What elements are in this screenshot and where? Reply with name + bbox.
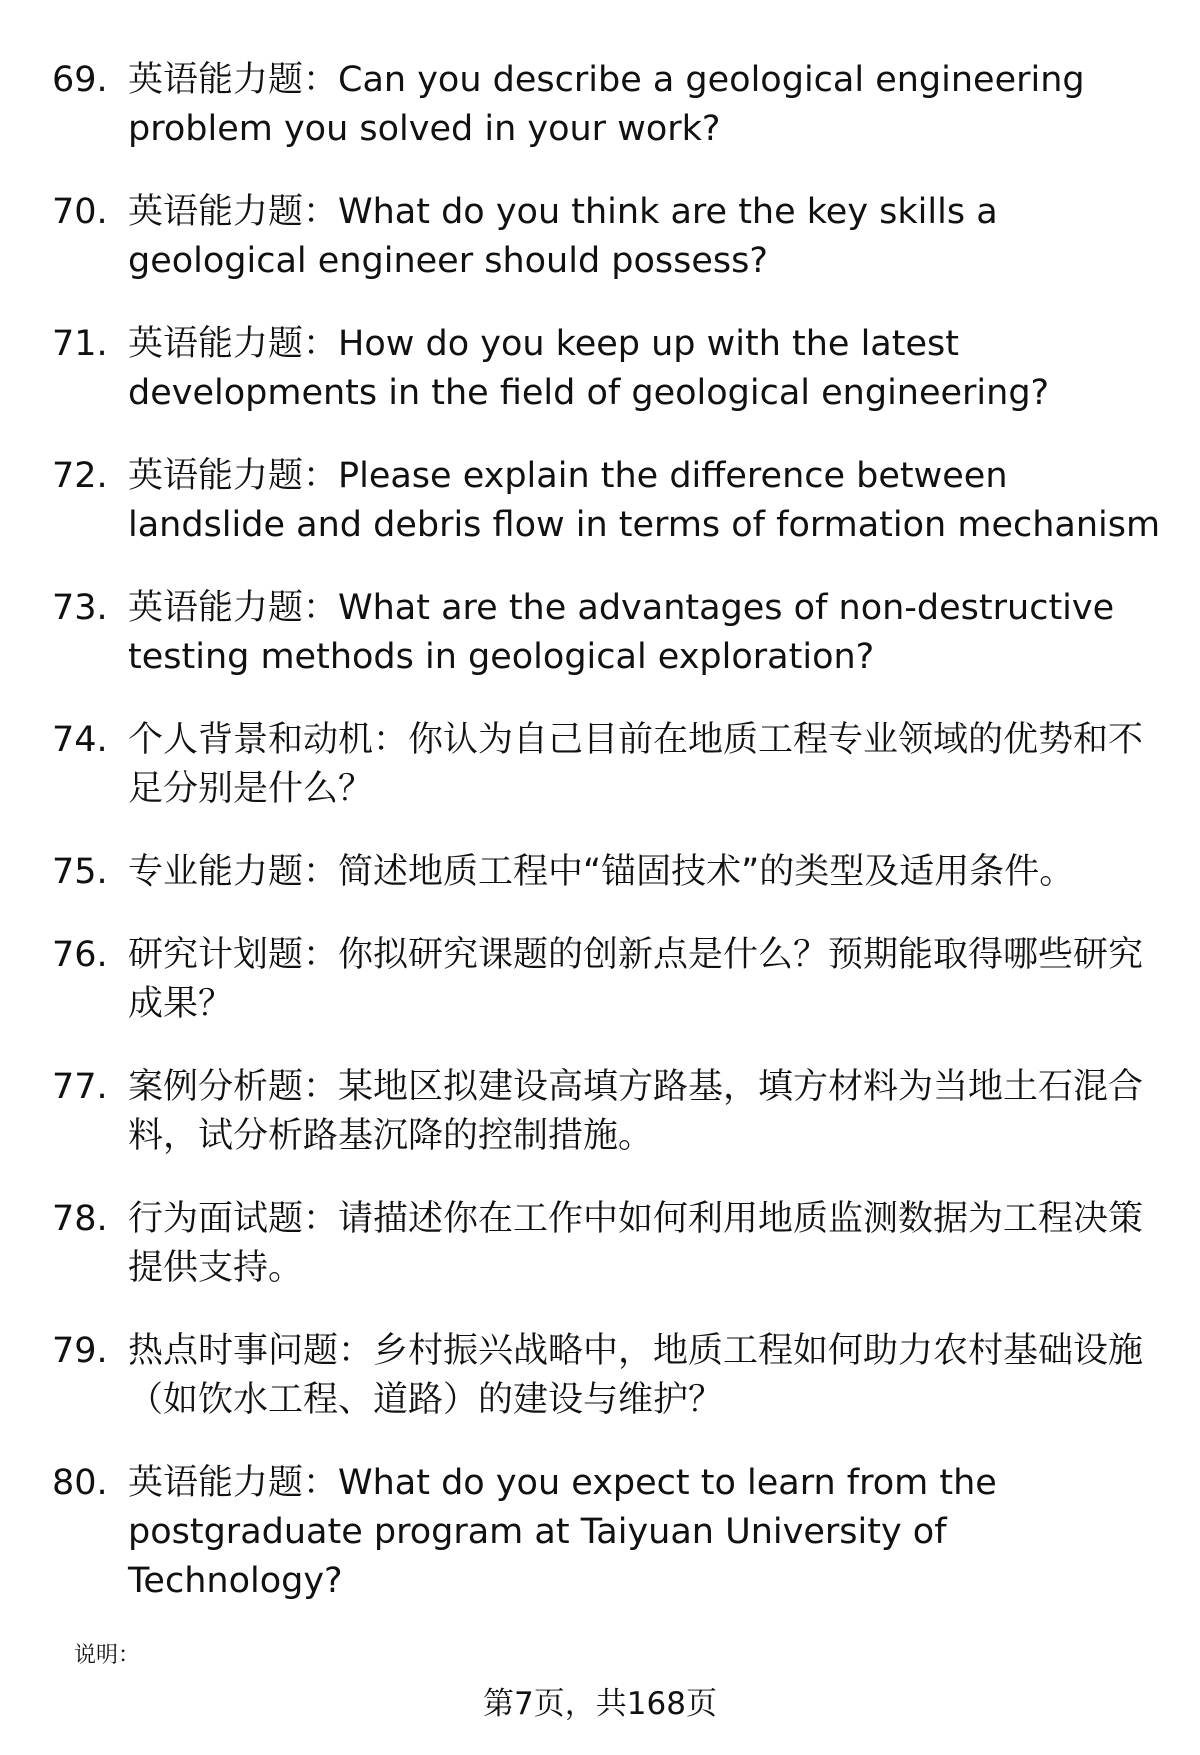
question-text: 英语能力题：Please explain the difference between landslide and debris flow in terms of formation mechanism bbox=[128, 456, 1161, 545]
question-item bbox=[52, 320, 1162, 418]
note-label: 说明： bbox=[74, 1643, 141, 1668]
question-number: 74. bbox=[52, 720, 108, 760]
question-item bbox=[52, 1327, 1162, 1425]
question-text: 英语能力题：What are the advantages of non-destructive testing methods in geological exploration? bbox=[128, 588, 1115, 677]
question-text: 案例分析题：某地区拟建设高填方路基，填方材料为当地土石混合料，试分析路基沉降的控制措施。 bbox=[128, 1067, 1144, 1156]
question-number: 77. bbox=[52, 1067, 108, 1107]
question-text: 英语能力题：What do you think are the key skills a geological engineer should possess? bbox=[128, 192, 998, 281]
question-item bbox=[52, 452, 1162, 550]
question-text: 个人背景和动机：你认为自己目前在地质工程专业领域的优势和不足分别是什么？ bbox=[128, 720, 1144, 809]
question-text: 研究计划题：你拟研究课题的创新点是什么？预期能取得哪些研究成果？ bbox=[128, 935, 1144, 1024]
question-item bbox=[52, 56, 1162, 154]
question-number: 76. bbox=[52, 935, 108, 975]
question-text: 英语能力题：Can you describe a geological engineering problem you solved in your work? bbox=[128, 60, 1085, 149]
page-number-footer: 第7页，共168页 bbox=[483, 1686, 717, 1722]
question-item bbox=[52, 716, 1162, 814]
question-number: 72. bbox=[52, 456, 108, 496]
question-number: 71. bbox=[52, 324, 108, 364]
question-number: 78. bbox=[52, 1199, 108, 1239]
question-list bbox=[52, 56, 1162, 1640]
question-item bbox=[52, 931, 1162, 1029]
question-item bbox=[52, 1459, 1162, 1606]
question-item bbox=[52, 848, 1162, 897]
question-text: 行为面试题：请描述你在工作中如何利用地质监测数据为工程决策提供支持。 bbox=[128, 1199, 1144, 1288]
question-number: 80. bbox=[52, 1463, 108, 1503]
question-item bbox=[52, 584, 1162, 682]
question-number: 79. bbox=[52, 1331, 108, 1371]
question-number: 69. bbox=[52, 60, 108, 100]
question-item bbox=[52, 1063, 1162, 1161]
question-item bbox=[52, 1195, 1162, 1293]
question-item bbox=[52, 188, 1162, 286]
question-text: 热点时事问题：乡村振兴战略中，地质工程如何助力农村基础设施（如饮水工程、道路）的建设与维护？ bbox=[128, 1331, 1144, 1420]
question-number: 73. bbox=[52, 588, 108, 628]
question-text: 英语能力题：What do you expect to learn from the postgraduate program at Taiyuan University of Technology? bbox=[128, 1463, 997, 1601]
question-number: 75. bbox=[52, 852, 108, 892]
question-number: 70. bbox=[52, 192, 108, 232]
question-text: 英语能力题：How do you keep up with the latest developments in the field of geological engineering? bbox=[128, 324, 1050, 413]
question-text: 专业能力题：简述地质工程中“锚固技术”的类型及适用条件。 bbox=[128, 852, 1075, 892]
